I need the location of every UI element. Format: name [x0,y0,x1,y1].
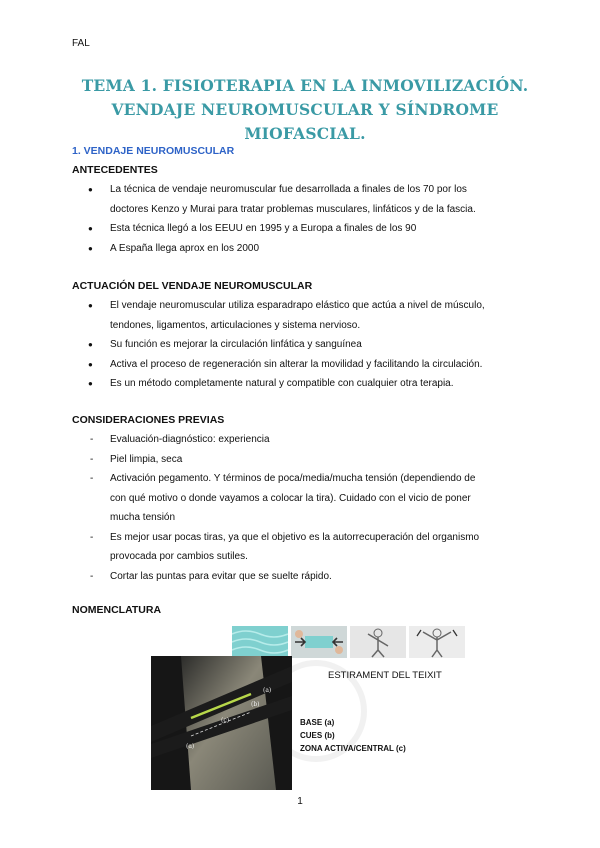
consideraciones-list [72,430,542,586]
photo-mark-b: (b) [251,701,260,708]
tape-stretch-thumbnail [291,626,347,658]
antecedentes-heading: ANTECEDENTES [72,164,158,176]
list-item: ● Es un método completamente natural y compatible con cualquier otra terapia. [72,374,542,394]
tape-texture-thumbnail [232,626,288,658]
list-item: doctores Kenzo y Murai para tratar problemas musculares, linfáticos y de la fascia. [110,203,476,215]
list-item: ● La técnica de vendaje neuromuscular fue desarrollada a finales de los 70 por los [72,180,542,200]
base-label: BASE (a) [300,718,335,727]
title-line-2: VENDAJE NEUROMUSCULAR Y SÍNDROME [111,100,499,119]
list-item: - Piel limpia, seca [72,450,542,470]
photo-mark-c: (c) [221,717,230,724]
list-item: ● Activa el proceso de regeneración sin alterar la movilidad y facilitando la circulación. [72,355,542,375]
stretch-thumbnails [232,626,465,658]
estirament-label: ESTIRAMENT DEL TEIXIT [328,670,442,681]
list-item: ● El vendaje neuromuscular utiliza esparadrapo elástico que actúa a nivel de músculo, [72,296,542,316]
list-item: con qué motivo o donde vayamos a colocar la tira). Cuidado con el vicio de poner [110,492,471,504]
list-item: mucha tensión [110,512,176,523]
list-item: - Evaluación-diagnóstico: experiencia [72,430,542,450]
page-number: 1 [297,796,303,807]
list-item: - Activación pegamento. Y términos de poca/media/mucha tensión (dependiendo de [72,469,542,489]
actuacion-heading: ACTUACIÓN DEL VENDAJE NEUROMUSCULAR [72,280,313,292]
section-heading: 1. VENDAJE NEUROMUSCULAR [72,145,235,157]
cues-label: CUES (b) [300,731,335,740]
list-item: ● Su función es mejorar la circulación linfática y sanguínea [72,335,542,355]
nomenclatura-heading: NOMENCLATURA [72,604,162,616]
antecedentes-list [72,180,542,258]
actuacion-list [72,296,542,394]
photo-mark-a: (a) [186,743,195,750]
document-title [70,74,540,146]
list-item: - Cortar las puntas para evitar que se suelte rápido. [72,567,542,587]
zona-activa-label: ZONA ACTIVA/CENTRAL (c) [300,744,406,753]
title-line-1: TEMA 1. FISIOTERAPIA EN LA INMOVILIZACIÓN. [81,76,529,95]
list-item: tendones, ligamentos, articulaciones y sistema nervioso. [110,319,361,331]
body-figure-thumbnail [350,626,406,658]
title-line-3: MIOFASCIAL. [244,124,366,143]
photo-mark-a2: (a) [263,687,272,694]
taping-photo [151,656,292,790]
list-item: ● Esta técnica llegó a los EEUU en 1995 y a Europa a finales de los 90 [72,219,542,239]
list-item: ● A España llega aprox en los 2000 [72,239,542,259]
page-header: FAL [72,38,90,49]
list-item: provocada por cambios sutiles. [110,551,248,562]
consideraciones-heading: CONSIDERACIONES PREVIAS [72,414,225,426]
list-item: - Es mejor usar pocas tiras, ya que el objetivo es la autorrecuperación del organismo [72,528,542,548]
arms-stretch-thumbnail [409,626,465,658]
